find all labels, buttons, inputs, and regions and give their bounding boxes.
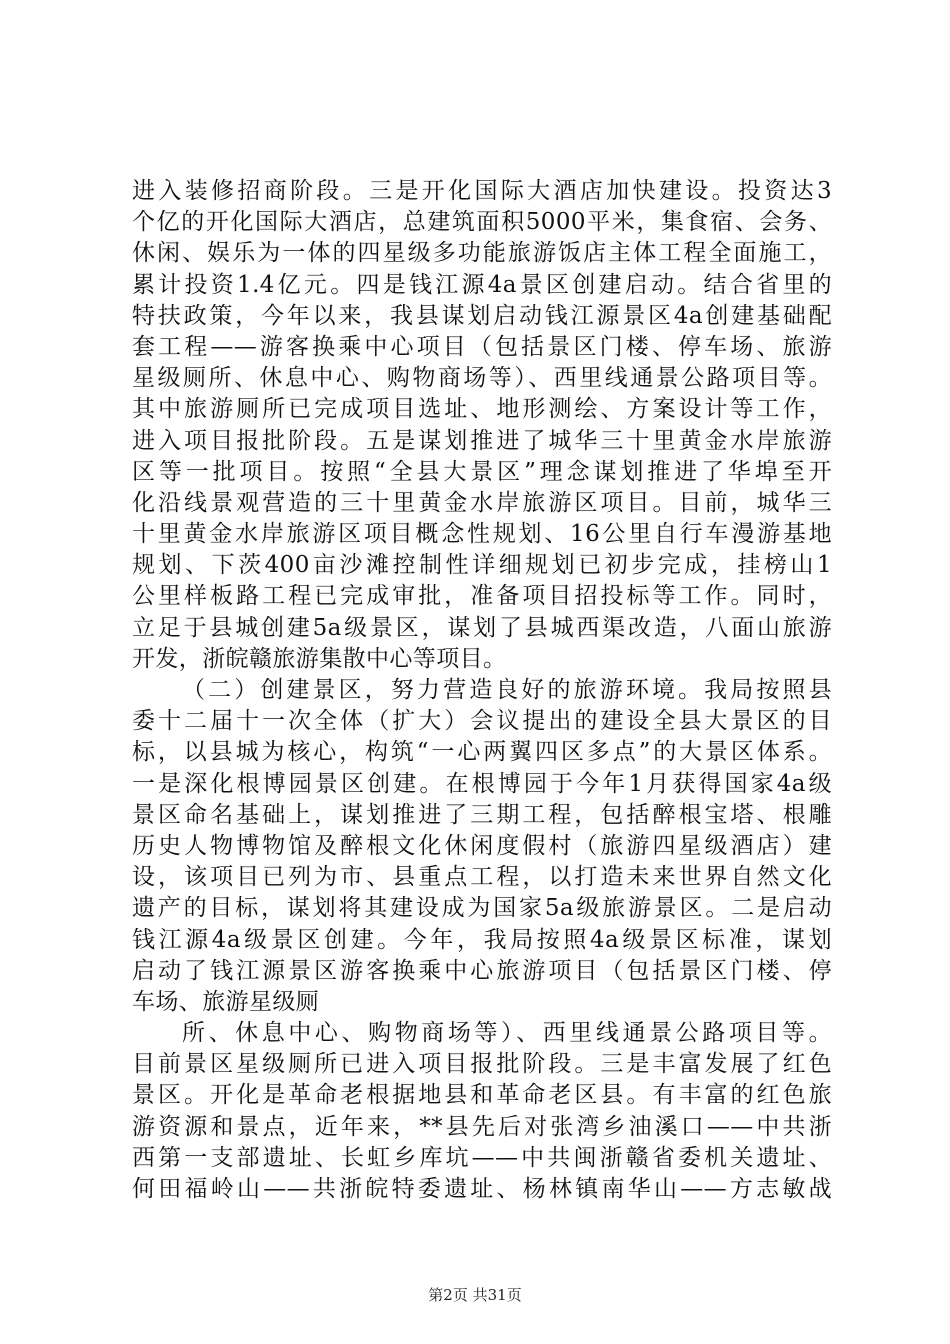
text-line: 规划、下茨400亩沙滩控制性详细规划已初步完成，挂榜山1 — [132, 552, 832, 579]
paragraph-end-line: 开发，浙皖赣旅游集散中心等项目。 — [132, 645, 507, 672]
text-line: 其中旅游厕所已完成项目选址、地形测绘、方案设计等工作， — [132, 396, 832, 423]
text-line: 化沿线景观营造的三十里黄金水岸旅游区项目。目前，城华三 — [132, 489, 832, 516]
text-line: 休闲、娱乐为一体的四星级多功能旅游饭店主体工程全面施工， — [132, 240, 832, 267]
text-line: 进入项目报批阶段。五是谋划推进了城华三十里黄金水岸旅游 — [132, 427, 832, 454]
text-line: 进入装修招商阶段。三是开化国际大酒店加快建设。投资达3 — [132, 178, 832, 204]
text-line: 立足于县城创建5a级景区，谋划了县城西渠改造，八面山旅游 — [132, 614, 832, 641]
paragraph-end-line: 车场、旅游星级厕 — [132, 988, 320, 1015]
text-line: 景区命名基础上，谋划推进了三期工程，包括醉根宝塔、根雕 — [132, 801, 832, 828]
document-body — [132, 176, 832, 1205]
text-line: 钱江源4a级景区创建。今年，我局按照4a级景区标准，谋划 — [132, 926, 832, 953]
text-line: 个亿的开化国际大酒店，总建筑面积5000平米，集食宿、会务、 — [132, 209, 832, 236]
text-line: 累计投资1.4亿元。四是钱江源4a景区创建启动。结合省里的 — [132, 271, 832, 298]
text-line: 区等一批项目。按照“全县大景区”理念谋划推进了华埠至开 — [132, 458, 832, 485]
text-line: 十里黄金水岸旅游区项目概念性规划、16公里自行车漫游基地 — [132, 521, 832, 548]
text-line: 历史人物博物馆及醉根文化休闲度假村（旅游四星级酒店）建 — [132, 832, 832, 859]
text-line: 游资源和景点，近年来，**县先后对张湾乡油溪口——中共浙 — [132, 1113, 832, 1140]
text-line: 星级厕所、休息中心、购物商场等）、西里线通景公路项目等。 — [132, 365, 832, 392]
section-heading-line: （二）创建景区，努力营造良好的旅游环境。我局按照县 — [182, 677, 832, 703]
text-line: 何田福岭山——共浙皖特委遗址、杨林镇南华山——方志敏战 — [132, 1176, 832, 1202]
text-line: 委十二届十一次全体（扩大）会议提出的建设全县大景区的目 — [132, 708, 832, 735]
text-line: 西第一支部遗址、长虹乡库坑——中共闽浙赣省委机关遗址、 — [132, 1144, 832, 1171]
text-line: 启动了钱江源景区游客换乘中心旅游项目（包括景区门楼、停 — [132, 957, 832, 984]
text-line: 一是深化根博园景区创建。在根博园于今年1月获得国家4a级 — [132, 770, 832, 797]
text-line: 公里样板路工程已完成审批，准备项目招投标等工作。同时， — [132, 583, 832, 610]
text-line: 所、休息中心、购物商场等）、西里线通景公路项目等。 — [182, 1020, 832, 1047]
text-line: 设，该项目已列为市、县重点工程，以打造未来世界自然文化 — [132, 864, 832, 891]
page-number-footer: 第2页 共31页 — [428, 1286, 522, 1304]
text-line: 标，以县城为核心，构筑“一心两翼四区多点”的大景区体系。 — [132, 739, 832, 766]
text-line: 遗产的目标，谋划将其建设成为国家5a级旅游景区。二是启动 — [132, 895, 832, 922]
text-line: 特扶政策，今年以来，我县谋划启动钱江源景区4a创建基础配 — [132, 302, 832, 329]
text-line: 景区。开化是革命老根据地县和革命老区县。有丰富的红色旅 — [132, 1082, 832, 1109]
text-line: 目前景区星级厕所已进入项目报批阶段。三是丰富发展了红色 — [132, 1051, 832, 1078]
text-line: 套工程——游客换乘中心项目（包括景区门楼、停车场、旅游 — [132, 333, 832, 360]
